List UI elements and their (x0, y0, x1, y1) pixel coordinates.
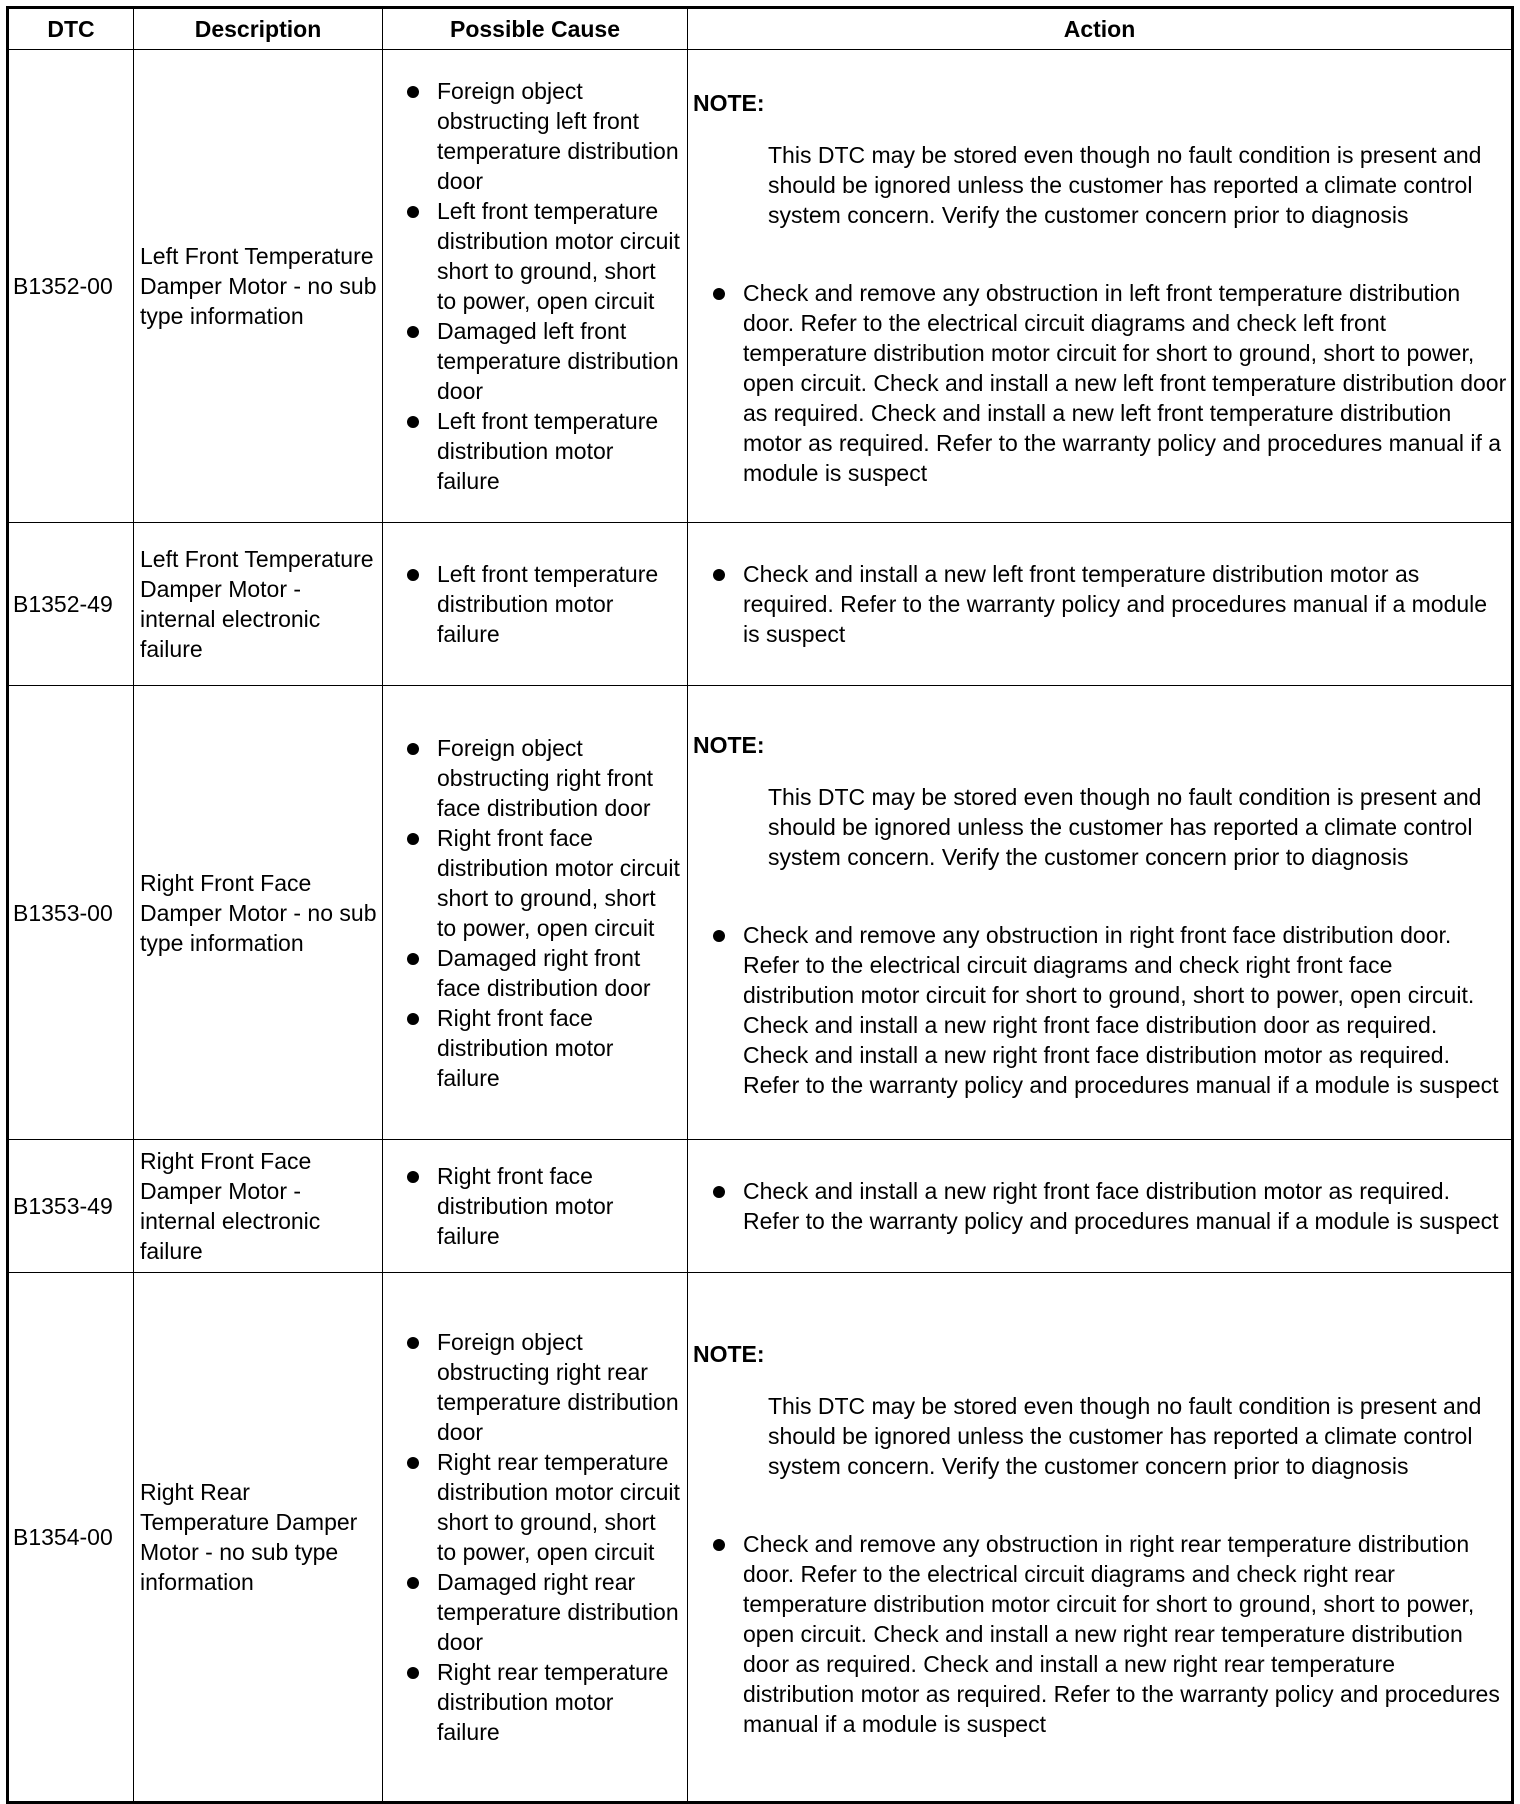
action-cell (688, 523, 1513, 686)
header-dtc: DTC (8, 8, 134, 50)
header-description: Description (134, 8, 383, 50)
cause-item: Right rear temperature distribution motor failure (437, 1657, 681, 1747)
note-text: This DTC may be stored even though no fault condition is present and should be ignored unless the customer has reported a climate control system concern. Verify the customer concern prior to diagnosis (768, 142, 1482, 228)
possible-cause-cell (383, 523, 688, 686)
action-list (693, 920, 1507, 1100)
action-item: Check and install a new right front face distribution motor as required. Refer to the warranty policy and procedures manual if a module is suspect (743, 1176, 1507, 1236)
cause-item: Damaged left front temperature distribution door (437, 316, 681, 406)
possible-cause-cell (383, 50, 688, 523)
cause-item: Right front face distribution motor failure (437, 1003, 681, 1093)
header-possible-cause: Possible Cause (383, 8, 688, 50)
note-label: NOTE: (693, 1341, 765, 1367)
dtc-description: Right Rear Temperature Damper Motor - no sub type information (134, 1273, 383, 1803)
dtc-code: B1353-49 (8, 1140, 134, 1273)
dtc-table (6, 6, 1514, 1804)
note-label: NOTE: (693, 90, 765, 116)
action-cell (688, 686, 1513, 1140)
action-list (693, 1176, 1507, 1236)
dtc-description: Left Front Temperature Damper Motor - internal electronic failure (134, 523, 383, 686)
note-text: This DTC may be stored even though no fault condition is present and should be ignored unless the customer has reported a climate control system concern. Verify the customer concern prior to diagnosis (768, 783, 1482, 870)
action-list (693, 1529, 1507, 1739)
cause-item: Damaged right rear temperature distribution door (437, 1567, 681, 1657)
table-row (8, 523, 1513, 686)
cause-item: Foreign object obstructing left front temperature distribution door (437, 76, 681, 196)
possible-cause-list (383, 733, 687, 1093)
header-action: Action (688, 8, 1513, 50)
cause-item: Left front temperature distribution motor circuit short to ground, short to power, open circuit (437, 198, 680, 314)
dtc-code: B1353-00 (8, 686, 134, 1140)
table-row (8, 1140, 1513, 1273)
header-row (8, 8, 1513, 50)
action-item: Check and install a new left front temperature distribution motor as required. Refer to the warranty policy and procedures manual if a module is suspect (743, 559, 1507, 649)
table-row (8, 1273, 1513, 1803)
note-text: This DTC may be stored even though no fault condition is present and should be ignored unless the customer has reported a climate control system concern. Verify the customer concern prior to diagnosis (768, 1393, 1482, 1479)
dtc-description: Right Front Face Damper Motor - no sub type information (134, 686, 383, 1140)
possible-cause-cell (383, 1140, 688, 1273)
cause-item: Right front face distribution motor failure (437, 1161, 681, 1251)
dtc-description: Right Front Face Damper Motor - internal electronic failure (134, 1140, 383, 1273)
action-cell (688, 1140, 1513, 1273)
table-row (8, 50, 1513, 523)
possible-cause-cell (383, 1273, 688, 1803)
action-cell (688, 50, 1513, 523)
dtc-code: B1352-49 (8, 523, 134, 686)
table-row (8, 686, 1513, 1140)
action-item: Check and remove any obstruction in right rear temperature distribution door. Refer to the electrical circuit diagrams and check right rear temperature distribution motor circuit for short to ground, short to power, open circuit. Check and install a new right rear temperature distribution door as required. Check and install a new right rear temperature distribution motor as required. Refer to the warranty policy and procedures manual if a module is suspect (743, 1529, 1507, 1739)
possible-cause-cell (383, 686, 688, 1140)
dtc-code: B1352-00 (8, 50, 134, 523)
action-cell (688, 1273, 1513, 1803)
cause-item: Right rear temperature distribution motor circuit short to ground, short to power, open circuit (437, 1449, 680, 1565)
action-item: Check and remove any obstruction in left front temperature distribution door. Refer to the electrical circuit diagrams and check left front temperature distribution motor circuit for short to ground, short to power, open circuit. Check and install a new left front temperature distribution door as required. Check and install a new left front temperature distribution motor as required. Refer to the warranty policy and procedures manual if a module is suspect (743, 280, 1507, 486)
possible-cause-list (383, 1327, 687, 1747)
possible-cause-list (383, 76, 687, 496)
possible-cause-list (383, 1161, 687, 1251)
note-label: NOTE: (693, 731, 765, 758)
action-list (693, 278, 1507, 488)
action-list (693, 559, 1507, 649)
cause-item: Left front temperature distribution motor failure (437, 559, 681, 649)
cause-item: Foreign object obstructing right front face distribution door (437, 733, 681, 823)
action-item: Check and remove any obstruction in right front face distribution door. Refer to the electrical circuit diagrams and check right front face distribution motor circuit for short to ground, short to power, open circuit. Check and install a new right front face distribution door as required. Check and install a new right front face distribution motor as required. Refer to the warranty policy and procedures manual if a module is suspect (743, 920, 1507, 1100)
cause-item: Foreign object obstructing right rear temperature distribution door (437, 1327, 681, 1447)
cause-item: Left front temperature distribution motor failure (437, 406, 681, 496)
possible-cause-list (383, 559, 687, 649)
cause-item: Damaged right front face distribution door (437, 943, 681, 1003)
dtc-code: B1354-00 (8, 1273, 134, 1803)
dtc-description: Left Front Temperature Damper Motor - no sub type information (134, 50, 383, 523)
cause-item: Right front face distribution motor circuit short to ground, short to power, open circuit (437, 824, 680, 941)
